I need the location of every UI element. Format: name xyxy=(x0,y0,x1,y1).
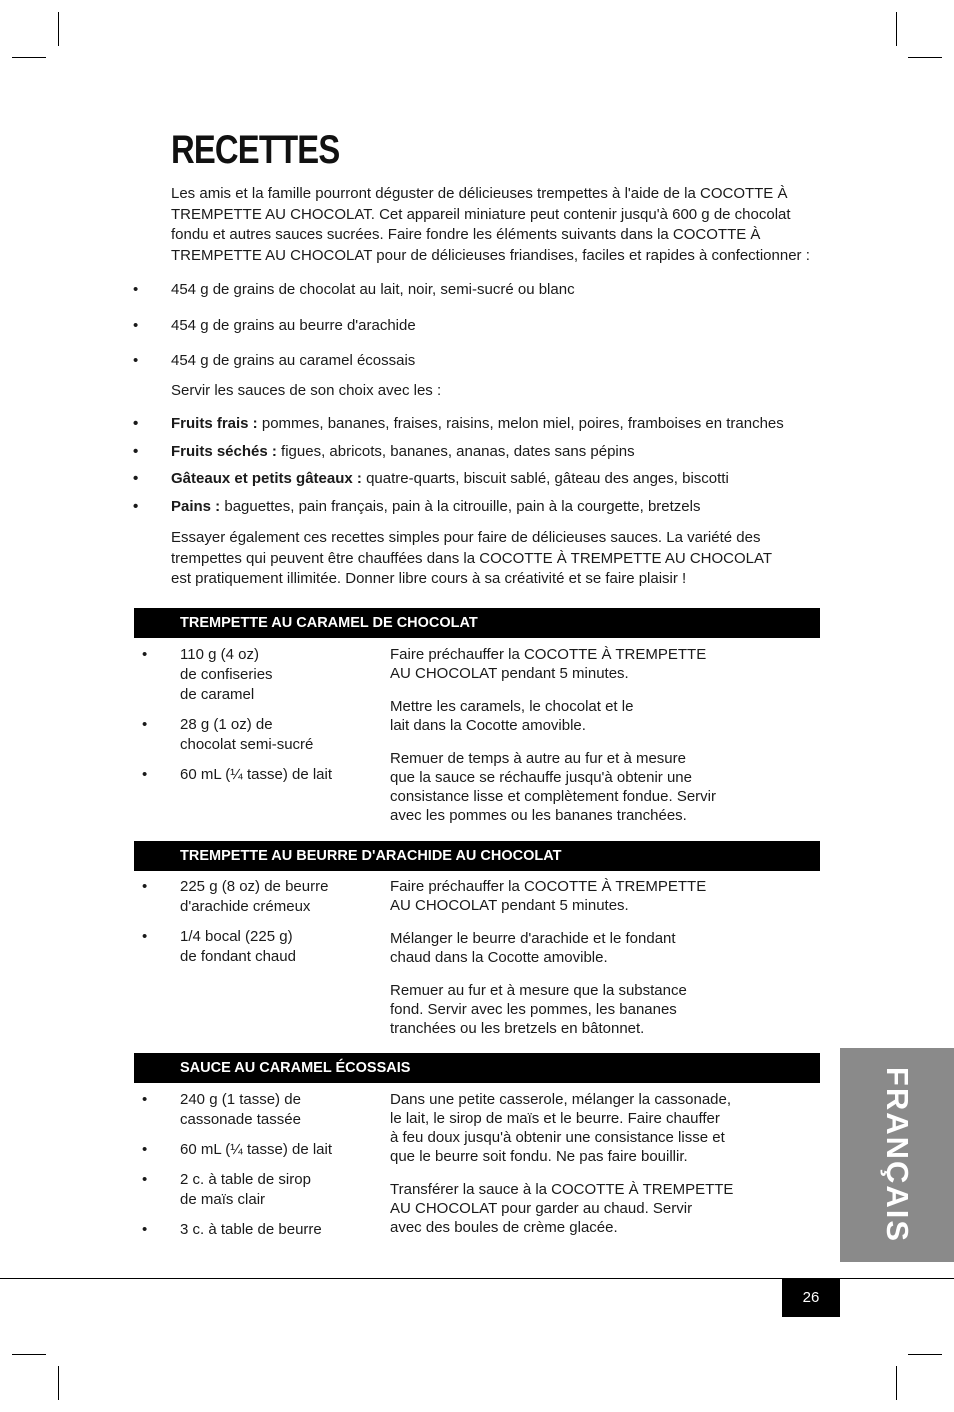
bullet-icon: • xyxy=(133,498,139,516)
ingredient-item: • 60 mL (¼ tasse) de lait xyxy=(142,766,333,783)
crop-mark xyxy=(12,57,46,58)
bullet-icon: • xyxy=(133,281,139,298)
ingredient-item: • 110 g (4 oz) de confiseries de caramel xyxy=(142,646,273,703)
list-item: • Gâteaux et petits gâteaux : quatre-quarts, biscuit sablé, gâteau des anges, biscotti xyxy=(133,470,729,488)
list-item: • 454 g de grains au caramel écossais xyxy=(133,352,416,369)
serve-intro: Servir les sauces de son choix avec les : xyxy=(171,382,442,399)
list-item: • 454 g de grains au beurre d'arachide xyxy=(133,316,416,334)
try-paragraph: Essayer également ces recettes simples pour faire de délicieuses sauces. La variété des trempettes qui peuvent être chauffées dans la COCOTTE À TREMPETTE AU CHOCOLAT est pratiquement illimitée. Donner libre cours à sa créativité et se faire plaisir ! xyxy=(171,529,772,587)
page-title: RECETTES xyxy=(171,128,340,172)
crop-mark xyxy=(12,1354,46,1355)
bullet-icon: • xyxy=(133,442,139,460)
ingredient-list xyxy=(133,1090,363,1250)
intro-paragraph: Les amis et la famille pourront déguster de délicieuses trempettes à l'aide de la COCOTTE À TREMPETTE AU CHOCOLAT. Cet appareil miniature peut contenir jusqu'à 600 g de chocolat fondu et autres sauces sucrées. Faire fondre les éléments suivants dans la COCOTTE À TREMPETTE AU CHOCOLAT pour de délicieuses friandises, faciles et rapides à confectionner : xyxy=(171,185,810,264)
ingredient-item: • 225 g (8 oz) de beurre d'arachide crémeux xyxy=(142,878,329,915)
list-item: • 454 g de grains de chocolat au lait, noir, semi-sucré ou blanc xyxy=(133,281,575,298)
recipe-step: Faire préchauffer la COCOTTE À TREMPETTE AU CHOCOLAT pendant 5 minutes. xyxy=(390,646,707,682)
page-number: 26 xyxy=(782,1278,840,1317)
recipe-steps xyxy=(390,645,760,839)
recipe-title: TREMPETTE AU CARAMEL DE CHOCOLAT xyxy=(134,608,820,638)
bullet-icon: • xyxy=(142,1171,148,1188)
serve-list xyxy=(133,414,833,525)
bullet-icon: • xyxy=(142,878,148,895)
bullet-icon: • xyxy=(133,470,139,488)
bullet-icon: • xyxy=(142,716,148,733)
recipe-step: Dans une petite casserole, mélanger la cassonade, le lait, le sirop de maïs et le beurre. Faire chauffer à feu doux jusqu'à obtenir une consistance lisse et que le beurre soit fondu. Ne pas faire bouillir. xyxy=(390,1091,732,1165)
recipe-step: Mettre les caramels, le chocolat et le lait dans la Cocotte amovible. xyxy=(390,698,634,734)
crop-mark xyxy=(908,1354,942,1355)
recipe-steps xyxy=(390,877,760,1052)
recipe-step: Remuer au fur et à mesure que la substance fond. Servir avec les pommes, les bananes tranchées ou les bretzels en bâtonnet. xyxy=(390,982,687,1037)
recipe-step: Faire préchauffer la COCOTTE À TREMPETTE AU CHOCOLAT pendant 5 minutes. xyxy=(390,878,707,914)
ingredient-item: • 60 mL (¼ tasse) de lait xyxy=(142,1141,333,1158)
recipe-step: Transférer la sauce à la COCOTTE À TREMPETTE AU CHOCOLAT pour garder au chaud. Servir avec des boules de crème glacée. xyxy=(390,1181,734,1236)
ingredient-item: • 2 c. à table de sirop de maïs clair xyxy=(142,1171,311,1208)
crop-mark xyxy=(58,1366,59,1400)
bullet-icon: • xyxy=(142,1141,148,1158)
crop-mark xyxy=(896,1366,897,1400)
bullet-icon: • xyxy=(133,316,139,334)
bullet-icon: • xyxy=(142,766,148,783)
ingredient-list xyxy=(133,877,363,977)
recipe-title: TREMPETTE AU BEURRE D'ARACHIDE AU CHOCOLAT xyxy=(134,841,820,871)
recipe-step: Remuer de temps à autre au fur et à mesure que la sauce se réchauffe jusqu'à obtenir une consistance lisse et complètement fondue. Servir avec les pommes ou les bananes tranchées. xyxy=(390,750,716,824)
list-item: • Fruits frais : pommes, bananes, fraises, raisins, melon miel, poires, framboises en tranches xyxy=(133,415,784,432)
bullet-icon: • xyxy=(142,646,148,663)
melt-list xyxy=(133,280,833,387)
bullet-icon: • xyxy=(133,352,139,369)
bullet-icon: • xyxy=(142,928,148,945)
crop-mark xyxy=(896,12,897,46)
ingredient-item: • 3 c. à table de beurre xyxy=(142,1221,322,1238)
bullet-icon: • xyxy=(142,1091,148,1108)
ingredient-item: • 240 g (1 tasse) de cassonade tassée xyxy=(142,1091,301,1128)
recipe-title: SAUCE AU CARAMEL ÉCOSSAIS xyxy=(134,1053,820,1083)
list-item: • Pains : baguettes, pain français, pain à la citrouille, pain à la courgette, bretzels xyxy=(133,498,701,516)
bullet-icon: • xyxy=(133,415,139,432)
language-tab xyxy=(840,1048,954,1262)
recipe-steps xyxy=(390,1090,760,1251)
ingredient-item: • 1/4 bocal (225 g) de fondant chaud xyxy=(142,928,296,965)
ingredient-item: • 28 g (1 oz) de chocolat semi-sucré xyxy=(142,716,314,753)
bullet-icon: • xyxy=(142,1221,148,1238)
language-tab-label: FRANÇAIS xyxy=(880,1066,915,1244)
list-item: • Fruits séchés : figues, abricots, bananes, ananas, dates sans pépins xyxy=(133,442,635,460)
recipe-step: Mélanger le beurre d'arachide et le fondant chaud dans la Cocotte amovible. xyxy=(390,930,676,966)
crop-mark xyxy=(908,57,942,58)
ingredient-list xyxy=(133,645,363,795)
crop-mark xyxy=(58,12,59,46)
